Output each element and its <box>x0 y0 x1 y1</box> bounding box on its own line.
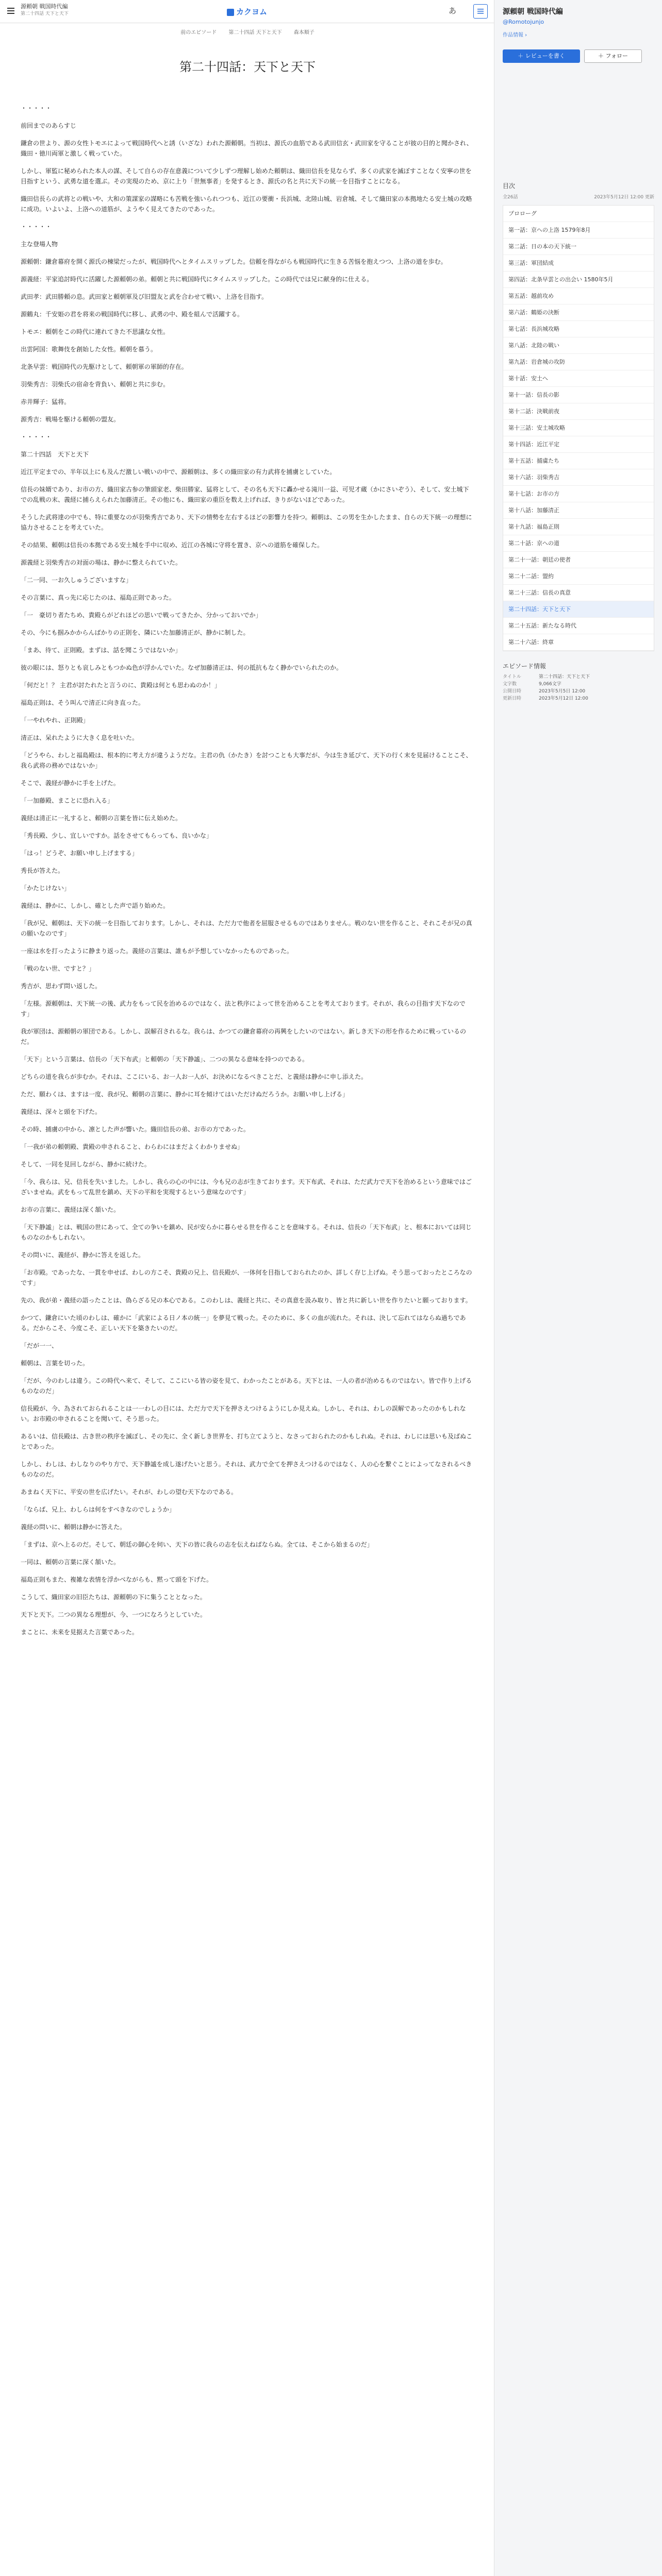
toc-item[interactable]: 第二十四話：天下と天下 <box>503 601 654 618</box>
toc-item[interactable]: 第六話：鶴姫の決断 <box>503 304 654 321</box>
body-paragraph: 「我が兄、頼朝は、天下の統一を目指しております。しかし、それは、ただ力で他者を屈服させるものではありません。戦のない世を作ること、それこそが兄の真の願いなのです」 <box>21 920 472 937</box>
toc-item[interactable]: 第八話：北陸の戦い <box>503 337 654 354</box>
episode-info <box>503 662 654 702</box>
work-title-block[interactable] <box>21 3 69 18</box>
body-paragraph: 清正は、呆れたように大きく息を吐いた。 <box>21 734 139 741</box>
body-paragraph: そして、一同を見回しながら、静かに続けた。 <box>21 1161 151 1168</box>
episode-info-value: 2023年5月12日 12:00 <box>539 696 588 701</box>
body-paragraph: どちらの道を我らが歩むか。それは、ここにいる、お一人お一人が、お決めになるべきことだ、と義経は静かに申し添えた。 <box>21 1073 368 1080</box>
body-paragraph: まことに、未来を見据えた言葉であった。 <box>21 1629 138 1636</box>
body-paragraph: お市の言葉に、義経は深く頷いた。 <box>21 1206 120 1213</box>
body-paragraph: 福島正則は、そう叫んで清正に向き直った。 <box>21 699 145 706</box>
sidebar-actions <box>494 49 662 63</box>
body-paragraph: 秀吉が、思わず問い返した。 <box>21 982 102 990</box>
toc-item[interactable]: 第十八話：加藤清正 <box>503 502 654 519</box>
prev-episode-link[interactable]: 前のエピソード <box>180 30 217 36</box>
sidebar <box>494 0 662 2576</box>
top-bar <box>0 0 494 23</box>
body-paragraph: 「左様。源頼朝は、天下統一の後、武力をもって民を治めるのではなく、法と秩序によって世を治めることを考えております。それが、我らの目指す天下なのです」 <box>21 1000 466 1018</box>
body-paragraph: 「一 豪切り者たちめ、貴殿らがどれほどの思いで戦ってきたか、分かっておいでか」 <box>21 612 262 619</box>
body-paragraph: 天下と天下。二つの異なる理想が、今、一つになろうとしていた。 <box>21 1611 207 1618</box>
body-paragraph: こうして、織田家の旧臣たちは、源頼朝の下に集うこととなった。 <box>21 1594 206 1601</box>
font-icon: あ <box>449 6 457 15</box>
current-episode-label: 第二十四話 天下と天下 <box>228 30 282 36</box>
episode-info-row <box>503 681 654 688</box>
follow-button[interactable]: ＋ フォロー <box>584 49 642 63</box>
body-paragraph: ・・・・・ <box>21 223 52 230</box>
body-paragraph: 武田孝：武田勝頼の息。武田家と頼朝軍及び旧盟友と武を合わせて戦い、上洛を目指す。 <box>21 293 268 300</box>
body-paragraph: その言葉に、真っ先に応じたのは、福島正則であった。 <box>21 594 175 601</box>
toc-item[interactable]: 第十七話：お市の方 <box>503 486 654 502</box>
body-paragraph: 「だが、今のわしは違う。この時代へ来て、そして、ここにいる皆の姿を見て、わかったことがある。天下とは、一人の者が治めるものではない。皆で作り上げるものなのだ」 <box>21 1377 472 1395</box>
body-paragraph: 「ならば、兄上、わしらは何をすべきなのでしょうか」 <box>21 1506 175 1513</box>
toc-meta <box>503 193 654 200</box>
body-paragraph: 「だが一一、 <box>21 1342 58 1349</box>
toc-item[interactable]: 第二十五話：新たなる時代 <box>503 618 654 634</box>
body-paragraph: 源義経：平家追討時代に活躍した源頼朝の弟。頼朝と共に戦国時代にタイムスリップした。この時代では兄に献身的に仕える。 <box>21 276 373 283</box>
body-paragraph: 「どうやら、わしと福島殿は、根本的に考え方が違うようだな。主君の仇（かたき）を討つことも大事だが、今は生き延びて、天下の行く末を見届けることこそ、我ら武将の務めではないか」 <box>21 752 472 769</box>
body-paragraph: 我が軍団は、源頼朝の軍団である。しかし、誤解召されるな。我らは、かつての鎌倉幕府の再興をしたいのではない。新しき天下の形を作るために戦っているのだ。 <box>21 1028 467 1045</box>
toc-item[interactable]: 第二話：日の本の天下統一 <box>503 239 654 255</box>
body-paragraph: その問いに、義経が、静かに答えを返した。 <box>21 1251 145 1259</box>
body-paragraph: 「まあ、待て、正則殿。まずは、話を聞こうではないか」 <box>21 647 181 654</box>
hamburger-menu-icon[interactable] <box>6 6 15 15</box>
body-paragraph: そこで、義経が静かに手を上げた。 <box>21 779 120 787</box>
toc-item[interactable]: 第七話：長浜城攻略 <box>503 321 654 337</box>
sidebar-work-title[interactable]: 源頼朝 戦国時代編 <box>503 8 563 16</box>
body-paragraph: しかし、わしは、わしなりのやり方で、天下静謐を成し遂げたいと思う。それは、武力で全てを押さえつけるのではなく、人の心を繋ぐことによってなされるべきものなのだ。 <box>21 1461 472 1478</box>
toc-item[interactable]: 第十四話：近江平定 <box>503 436 654 453</box>
toc-item[interactable]: プロローグ <box>503 206 654 222</box>
body-paragraph: そうした武将達の中でも、特に重要なのが羽柴秀吉であり、天下の情勢を左右するほどの影響力を持つ。頼朝は、この男を生かしたまま、自らの天下統一の理想に協力させることを考えていた。 <box>21 514 472 531</box>
body-paragraph: 彼の眼には、怒りとも哀しみともつかぬ色が浮かんでいた。なぜ加藤清正は、何の抵抗もなく静かでいられたのか。 <box>21 664 343 671</box>
episode-info-row <box>503 688 654 695</box>
body-paragraph: 福島正則もまた、複雑な表情を浮かべながらも、黙って頭を下げた。 <box>21 1576 213 1583</box>
toc-item[interactable]: 第二十六話：終章 <box>503 634 654 651</box>
body-paragraph: 頼朝は、言葉を切った。 <box>21 1360 89 1367</box>
body-paragraph: ただ、願わくは、ますは一度、我が兄、頼朝の言葉に、静かに耳を傾けてはいただけぬだろうか。お願い申し上げる」 <box>21 1091 349 1098</box>
body-paragraph: 「天下静謐」とは、戦国の世にあって、全ての争いを鎮め、民が安らかに暮らせる世を作ることを意味する。それは、信長の「天下布武」と、根本においては同じものなのかもしれない。 <box>21 1224 472 1241</box>
toc-item[interactable]: 第十三話：安土城攻略 <box>503 420 654 436</box>
body-paragraph: 「今、我らは、兄、信長を失いました。しかし、我らの心の中には、今も兄の志が生きております。天下布武、それは、ただ武力で天下を治めるという意味ではございませぬ。武をもって乱世を鎮め、天下の平和を実現するという意味なのです」 <box>21 1178 472 1196</box>
body-paragraph: その、今にも掴みかからんばかりの正則を、隣にいた加藤清正が、静かに制した。 <box>21 629 250 636</box>
toc-item[interactable]: 第十五話：捕虜たち <box>503 453 654 469</box>
toc-heading: 目次 <box>503 182 516 190</box>
toc-episode-count: 全26話 <box>503 195 518 200</box>
toc-updated: 2023年5月12日 12:00 更新 <box>594 195 654 200</box>
logo-text: カクヨム <box>236 7 268 16</box>
body-paragraph: 「はっ！どうぞ、お願い申し上げまする」 <box>21 850 138 857</box>
body-paragraph: 源義経と羽柴秀吉の対面の場は、静かに整えられていた。 <box>21 559 182 566</box>
toc-item[interactable]: 第十二話：決戦前夜 <box>503 403 654 420</box>
toc-item[interactable]: 第十六話：羽柴秀吉 <box>503 469 654 486</box>
body-paragraph: 「お市殿。であったな、一貫を申せば、わしの方こそ、貴殿の兄上、信長殿が、一体何を目指しておられたのか、詳しく存じ上げぬ。そう思っておったところなのです」 <box>21 1269 472 1286</box>
body-paragraph: 近江平定までの、半年以上にも及んだ激しい戦いの中で、源頼朝は、多くの織田家の有力武将を捕虜としていた。 <box>21 468 336 476</box>
body-paragraph: あまねく天下に、平安の世を広げたい。それが、わしの望む天下なのである。 <box>21 1488 238 1496</box>
episode-info-key: 更新日時 <box>503 696 522 701</box>
body-paragraph: その時、捕虜の中から、凛とした声が響いた。織田信長の弟、お市の方であった。 <box>21 1126 250 1133</box>
toc-item[interactable]: 第五話：越前攻め <box>503 288 654 304</box>
body-paragraph: 義経は、深々と頭を下げた。 <box>21 1108 102 1115</box>
toc-item[interactable]: 第四話：北条早雲との出会い 1580年5月 <box>503 272 654 288</box>
body-paragraph: トモエ：頼朝をこの時代に連れてきた不思議な女性。 <box>21 328 170 335</box>
episode-info-value: 9,066文字 <box>539 682 561 687</box>
body-paragraph: 義経は清正に一礼すると、頼朝の言葉を皆に伝え始めた。 <box>21 815 182 822</box>
toc-toggle-button[interactable] <box>473 4 488 19</box>
toc-item[interactable]: 第二十二話：盟約 <box>503 568 654 585</box>
body-paragraph: 出雲阿国：歌舞伎を創始した女性。頼朝を慕う。 <box>21 346 157 353</box>
body-paragraph: 「何だと！？ 主君が討たれたと言うのに、貴殿は何とも思わぬのか！」 <box>21 682 221 689</box>
toc-item[interactable]: 第二十三話：信長の真意 <box>503 585 654 601</box>
body-paragraph: ・・・・・ <box>21 105 52 112</box>
body-paragraph: 義経の問いに、頼朝は静かに答えた。 <box>21 1523 126 1531</box>
body-paragraph: 鎌倉の世より、源の女性トモエによって戦国時代へと誘（いざな）われた源頼朝。当初は、源氏の血筋である武田信玄・武田家を守ることが彼の目的と聞かされ、織田・徳川両軍と激しく戦っていた。 <box>21 140 473 157</box>
body-paragraph: かつて、鎌倉にいた頃のわしは、確かに「武家による日ノ本の統一」を夢見て戦った。そのために、多くの血が流れた。それは、決して忘れてはならぬ過ちである。だからこそ、今度こそ、正しい天下を築きたいのだ。 <box>21 1314 466 1332</box>
body-paragraph: 「戦のない世、ですと？」 <box>21 965 95 972</box>
logo-mark-icon <box>227 9 234 16</box>
body-paragraph: 源鶴丸：千安姫の君を将来の戦国時代に移し、武勇の中、殿を組んで活躍する。 <box>21 311 244 318</box>
body-paragraph: 「一やれやれ、正則殿」 <box>21 717 89 724</box>
body-paragraph: 一同は、頼朝の言葉に深く頷いた。 <box>21 1558 120 1566</box>
author-name[interactable]: 森本順子 <box>293 30 315 36</box>
body-paragraph: あるいは、信長殿は、古き世の秩序を滅ぼし、その先に、全く新しき世界を、打ち立てようと、なさっておられたのかもしれぬ。それは、わしには思いも及ばぬことであった。 <box>21 1433 473 1450</box>
body-paragraph: 「まずは、京へ上るのだ。そして、朝廷の御心を伺い、天下の皆に我らの志を伝えねばならぬ。全ては、そこから始まるのだ」 <box>21 1541 373 1548</box>
episode-info-key: 文字数 <box>503 682 517 687</box>
site-logo[interactable] <box>227 6 267 17</box>
body-paragraph: 「一加藤殿、まことに恐れ入る」 <box>21 797 114 804</box>
toc-item[interactable]: 第十九話：福島正則 <box>503 519 654 535</box>
body-paragraph: 源頼朝：鎌倉幕府を開く源氏の棟梁だったが、戦国時代へとタイムスリップした。信頼を得ながらも戦国時代に生きる苦悩を抱えつつ、上洛の道を歩む。 <box>21 258 447 265</box>
chapter-title: 第二十四話：天下と天下 <box>179 60 316 74</box>
episode-info-row <box>503 673 654 681</box>
body-paragraph: 先の、我が弟・義経の語ったことは、偽らざる兄の本心である。このわしは、義経と共に、その真意を汲み取り、皆と共に新しい世を作りたいと願っております。 <box>21 1297 472 1304</box>
toc-item[interactable]: 第九話：岩倉城の攻防 <box>503 354 654 370</box>
body-paragraph: 「一我が弟の頼朝殿、貴殿の申されること、わらわにはまだよくわかりませぬ」 <box>21 1143 244 1150</box>
episode-info-value: 2023年5月5日 12:00 <box>539 689 586 694</box>
body-paragraph: ・・・・・ <box>21 433 52 440</box>
body-paragraph: 「秀長殿、少し、宜しいですか。話をさせてもらっても、良いかな」 <box>21 832 213 839</box>
body-paragraph: 主な登場人物 <box>21 241 58 248</box>
body-paragraph: 「かたじけない」 <box>21 885 71 892</box>
work-info-link[interactable]: 作品情報 › <box>503 32 527 38</box>
episode-info-value: 第二十四話：天下と天下 <box>539 674 590 680</box>
toc-item[interactable]: 第十話：安土へ <box>503 370 654 387</box>
episode-nav <box>170 28 325 36</box>
body-paragraph: 義経は、静かに、しかし、確とした声で語り始めた。 <box>21 902 170 909</box>
sidebar-header <box>494 0 662 44</box>
toc-item[interactable]: 第二十話：京への道 <box>503 535 654 552</box>
list-icon <box>474 5 487 18</box>
body-paragraph: 「天下」という言葉は、信長の「天下布武」と頼朝の「天下静謐」、二つの異なる意味を持つのである。 <box>21 1056 309 1063</box>
toc-item[interactable]: 第一話：京への上洛 1579年8月 <box>503 222 654 239</box>
body-paragraph: 秀長が答えた。 <box>21 867 64 874</box>
body-paragraph: 織田信長らの武将との戦いや、大和の策謀家の謀略にも苦戦を強いられつつも、近江の要衝・長浜城、北陸山城、岩倉城、そして織田家の本拠地たる安土城の攻略に成功。いよいよ、上洛への道筋が、ようやく見えてきたのであった。 <box>21 195 472 213</box>
body-paragraph: 第二十四話 天下と天下 <box>21 451 89 458</box>
body-paragraph: 信長の妹婿であり、お市の方、織田家古参の筆頭家老、柴田勝家、猛将として、その名も天下に轟かせる滝川一益、可児才蔵（かにさいぞう）、そして、安土城下での乱戦の末、義経に捕らえられた加藤清正。その他にも、織田家の重臣を数え上げれば、きりがないほどであった。 <box>21 486 469 503</box>
body-paragraph: 前回までのあらすじ <box>21 122 77 129</box>
episode-info-heading: エピソード情報 <box>503 663 547 670</box>
sidebar-author[interactable]: @Romotojunjo <box>503 19 544 25</box>
toc-item[interactable]: 第三話：軍団結成 <box>503 255 654 272</box>
toc-item[interactable]: 第十一話：信長の影 <box>503 387 654 403</box>
write-review-button[interactable]: ＋ レビューを書く <box>503 49 580 63</box>
body-paragraph: 信長殿が、今、為されておられることは一一わしの目には、ただ力で天下を押さえつけるようにしか見えぬ。しかし、それは、わしの誤解であったのかもしれない。お市殿の申されることを聞いて、そう思った。 <box>21 1405 466 1422</box>
table-of-contents <box>503 205 654 651</box>
episode-info-key: 公開日時 <box>503 689 522 694</box>
body-paragraph: しかし、軍監に秘められた本人の謀、そして自らの存在意義について少しずつ理解し始めた頼朝は、織田信長を見ならず、多くの武家を滅ぼすことなく安寧の世を目指すという、武勇な道を選ぶ。その実現のため、京に上り「世無事者」を発するとき、源氏の名と共に天下の統一を目指すことになる。 <box>21 167 472 185</box>
episode-body <box>21 103 474 1645</box>
episode-info-key: タイトル <box>503 674 521 680</box>
body-paragraph: 「二一同、一お久しゅうございますな」 <box>21 577 133 584</box>
body-paragraph: 羽柴秀吉：羽柴氏の宿命を背負い、頼朝と共に歩む。 <box>21 381 170 388</box>
body-paragraph: 北条早雲：戦国時代の先駆けとして、頼朝軍の軍師的存在。 <box>21 363 188 370</box>
body-paragraph: その結果、頼朝は信長の本拠である安土城を手中に収め、近江の各城に守将を置き、京への道筋を確保した。 <box>21 541 324 549</box>
episode-subtitle: 第二十四話 天下と天下 <box>21 11 69 16</box>
toc-item[interactable]: 第二十一話：朝廷の使者 <box>503 552 654 568</box>
font-settings-button[interactable] <box>449 5 456 16</box>
episode-info-row <box>503 695 654 702</box>
body-paragraph: 源秀吉：戦場を駆ける頼朝の盟友。 <box>21 416 120 423</box>
body-paragraph: 一座は水を打ったように静まり返った。義経の言葉は、誰もが予想していなかったものであった。 <box>21 947 293 955</box>
body-paragraph: 赤井輝子：猛将。 <box>21 398 71 405</box>
work-title[interactable]: 源頼朝 戦国時代編 <box>21 3 68 10</box>
